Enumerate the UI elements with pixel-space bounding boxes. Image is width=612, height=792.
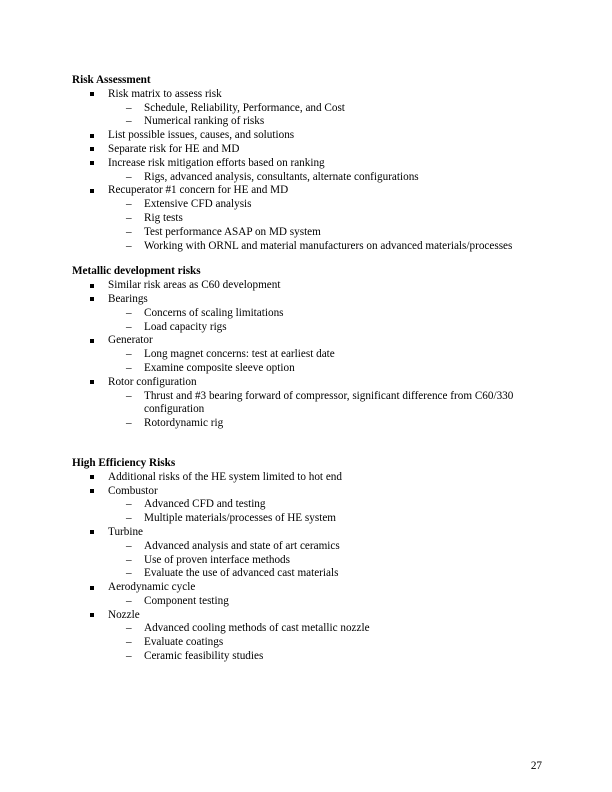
sub-list-item (108, 362, 542, 376)
dash-icon: – (126, 115, 132, 128)
sub-list-item (108, 567, 542, 581)
sub-list-item-text: Thrust and #3 bearing forward of compressor, significant difference from C60/330 configuration (144, 389, 514, 416)
list-item-text: Separate risk for HE and MD (108, 142, 240, 155)
sub-list-item-text: Concerns of scaling limitations (144, 306, 284, 319)
sub-list (108, 622, 542, 663)
page-content (72, 74, 542, 676)
sub-list-item (108, 226, 542, 240)
square-bullet-icon (90, 189, 94, 193)
dash-icon: – (126, 389, 132, 402)
sub-list (108, 540, 542, 581)
list-item (72, 279, 542, 293)
list-item-text: Recuperator #1 concern for HE and MD (108, 184, 289, 197)
square-bullet-icon (90, 380, 94, 384)
sub-list (108, 498, 542, 526)
square-bullet-icon (90, 613, 94, 617)
sub-list-item-text: Examine composite sleeve option (144, 361, 295, 374)
sub-list-item (108, 417, 542, 431)
sub-list-item-text: Rig tests (144, 211, 183, 224)
square-bullet-icon (90, 161, 94, 165)
dash-icon: – (126, 225, 132, 238)
dash-icon: – (126, 361, 132, 374)
sub-list-item-text: Use of proven interface methods (144, 553, 291, 566)
sub-list-item (108, 171, 542, 185)
sub-list (108, 198, 542, 253)
sub-list (108, 171, 542, 185)
dash-icon: – (126, 567, 132, 580)
list-item (72, 129, 542, 143)
sub-list-item-text: Evaluate the use of advanced cast materials (144, 567, 339, 580)
list-item (72, 293, 542, 334)
dash-icon: – (126, 239, 132, 252)
dash-icon: – (126, 417, 132, 430)
section-metallic-development-risks (72, 265, 542, 431)
list-item (72, 526, 542, 581)
sub-list-item (108, 348, 542, 362)
square-bullet-icon (90, 92, 94, 96)
sub-list-item-text: Schedule, Reliability, Performance, and Cost (144, 101, 345, 114)
section-high-efficiency-risks (72, 457, 542, 664)
list-item (72, 88, 542, 129)
bullet-list (72, 88, 542, 254)
list-item-text: Similar risk areas as C60 development (108, 279, 281, 292)
list-item-text: Rotor configuration (108, 375, 197, 388)
list-item (72, 184, 542, 253)
sub-list-item (108, 554, 542, 568)
section-title: Risk Assessment (72, 74, 151, 86)
list-item-text: Bearings (108, 292, 148, 305)
sub-list-item-text: Evaluate coatings (144, 636, 224, 649)
list-item (72, 143, 542, 157)
sub-list-item-text: Extensive CFD analysis (144, 198, 252, 211)
dash-icon: – (126, 622, 132, 635)
dash-icon: – (126, 198, 132, 211)
sub-list-item (108, 595, 542, 609)
sub-list-item-text: Long magnet concerns: test at earliest date (144, 348, 335, 361)
list-item-text: Increase risk mitigation efforts based on ranking (108, 156, 325, 169)
dash-icon: – (126, 348, 132, 361)
square-bullet-icon (90, 134, 94, 138)
sub-list-item (108, 622, 542, 636)
sub-list-item-text: Advanced cooling methods of cast metallic nozzle (144, 622, 370, 635)
list-item (72, 157, 542, 185)
list-item (72, 471, 542, 485)
sub-list-item (108, 636, 542, 650)
sub-list-item (108, 102, 542, 116)
dash-icon: – (126, 320, 132, 333)
list-item-text: Risk matrix to assess risk (108, 87, 222, 100)
sub-list-item (108, 650, 542, 664)
square-bullet-icon (90, 489, 94, 493)
sub-list-item (108, 307, 542, 321)
sub-list-item (108, 240, 542, 254)
sub-list-item-text: Working with ORNL and material manufacturers on advanced materials/processes (144, 239, 513, 252)
section-title: Metallic development risks (72, 265, 201, 278)
list-item-text: Nozzle (108, 608, 140, 621)
sub-list-item (108, 390, 542, 418)
dash-icon: – (126, 553, 132, 566)
square-bullet-icon (90, 339, 94, 343)
square-bullet-icon (90, 475, 94, 479)
sub-list (108, 307, 542, 335)
sub-list (108, 348, 542, 376)
list-item-text: List possible issues, causes, and solutions (108, 129, 295, 142)
page-number: 27 (530, 760, 542, 772)
sub-list-item-text: Load capacity rigs (144, 320, 227, 333)
sub-list-item-text: Rotordynamic rig (144, 417, 224, 430)
dash-icon: – (126, 650, 132, 663)
square-bullet-icon (90, 530, 94, 534)
section-title: High Efficiency Risks (72, 456, 176, 469)
dash-icon: – (126, 211, 132, 224)
list-item-text: Turbine (108, 525, 144, 538)
list-item-text: Aerodynamic cycle (108, 581, 196, 594)
sub-list-item (108, 212, 542, 226)
dash-icon: – (126, 512, 132, 525)
dash-icon: – (126, 306, 132, 319)
square-bullet-icon (90, 147, 94, 151)
dash-icon: – (126, 594, 132, 607)
sub-list-item-text: Advanced CFD and testing (144, 498, 266, 511)
list-item-text: Combustor (108, 484, 158, 497)
sub-list-item (108, 498, 542, 512)
square-bullet-icon (90, 297, 94, 301)
dash-icon: – (126, 539, 132, 552)
sub-list-item-text: Component testing (144, 594, 229, 607)
list-item-text: Generator (108, 334, 153, 347)
list-item (72, 334, 542, 375)
dash-icon: – (126, 101, 132, 114)
sub-list-item-text: Rigs, advanced analysis, consultants, alternate configurations (144, 170, 419, 183)
sub-list-item (108, 198, 542, 212)
sub-list-item (108, 321, 542, 335)
dash-icon: – (126, 498, 132, 511)
list-item-text: Additional risks of the HE system limited to hot end (108, 470, 342, 483)
sub-list-item (108, 512, 542, 526)
list-item (72, 609, 542, 664)
list-item (72, 376, 542, 431)
sub-list-item (108, 540, 542, 554)
sub-list-item-text: Numerical ranking of risks (144, 115, 265, 128)
list-item (72, 581, 542, 609)
sub-list (108, 390, 542, 431)
sub-list (108, 595, 542, 609)
sub-list (108, 102, 542, 130)
sub-list-item-text: Multiple materials/processes of HE system (144, 512, 337, 525)
bullet-list (72, 471, 542, 664)
square-bullet-icon (90, 284, 94, 288)
dash-icon: – (126, 636, 132, 649)
section-risk-assessment (72, 74, 542, 253)
list-item (72, 485, 542, 526)
sub-list-item-text: Test performance ASAP on MD system (144, 225, 321, 238)
sub-list-item-text: Ceramic feasibility studies (144, 650, 264, 663)
sub-list-item-text: Advanced analysis and state of art ceramics (144, 539, 340, 552)
sub-list-item (108, 115, 542, 129)
bullet-list (72, 279, 542, 431)
dash-icon: – (126, 170, 132, 183)
square-bullet-icon (90, 586, 94, 590)
